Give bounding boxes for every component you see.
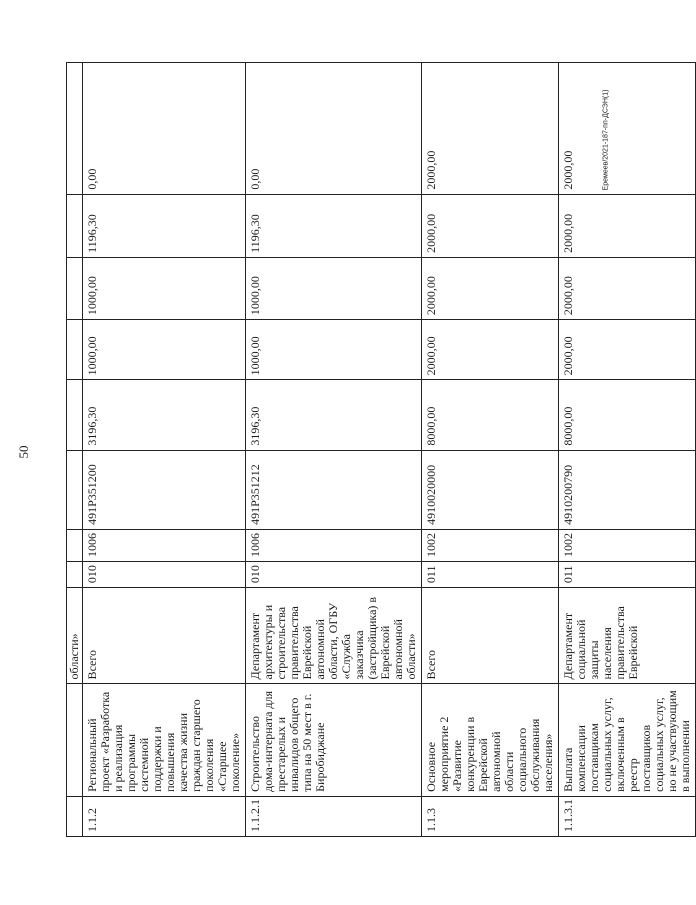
- table-row: [67, 63, 83, 837]
- amount-year-1: 1000,00: [246, 320, 422, 380]
- table-row: [83, 63, 246, 837]
- executor: Департамент архитектуры и строительства правительства Еврейской автономной области, ОГБУ «Служба заказчика (застройщика) в Еврейской автономной области»: [246, 588, 422, 684]
- table-cell: [67, 450, 83, 529]
- amount-year-2: 2000,00: [559, 257, 696, 319]
- code-grbs: 011: [559, 561, 696, 587]
- amount-year-2: 1000,00: [246, 257, 422, 319]
- amount-year-4: 0,00: [246, 63, 422, 195]
- amount-year-1: 2000,00: [559, 320, 696, 380]
- code-rzpr: 1002: [422, 529, 559, 561]
- table-cell: [67, 380, 83, 450]
- code-csr: 491P351212: [246, 450, 422, 529]
- table-cell: области»: [67, 588, 83, 684]
- amount-total: 8000,00: [559, 380, 696, 450]
- table-cell: [67, 257, 83, 319]
- amount-total: 8000,00: [422, 380, 559, 450]
- amount-year-1: 2000,00: [422, 320, 559, 380]
- amount-year-2: 2000,00: [422, 257, 559, 319]
- table-row: [559, 63, 696, 837]
- table-cell: [67, 63, 83, 195]
- table-row: [422, 63, 559, 837]
- budget-table: [66, 62, 696, 837]
- document-code: Еремеев/2021-187-пп-ДСЭН(1): [602, 89, 610, 191]
- table-cell: [67, 320, 83, 380]
- table-cell: [67, 561, 83, 587]
- executor: Всего: [422, 588, 559, 684]
- table-row: [246, 63, 422, 837]
- amount-year-3: 1196,30: [246, 194, 422, 257]
- amount-year-3: 2000,00: [559, 194, 696, 257]
- code-grbs: 010: [83, 561, 246, 587]
- event-name: Строительство дома-интерната для престарелых и инвалидов общего типа на 50 мест в г. Биробиджане: [246, 684, 422, 796]
- table-cell: [67, 194, 83, 257]
- event-name: Выплата компенсации поставщикам социальных услуг, включенным в реестр поставщиков социальных услуг, но не участвующим в выполнении: [559, 684, 696, 796]
- code-rzpr: 1002: [559, 529, 696, 561]
- row-number: 1.1.2.1: [246, 796, 422, 836]
- code-csr: 491P351200: [83, 450, 246, 529]
- amount-year-3: 2000,00: [422, 194, 559, 257]
- code-csr: 4910200790: [559, 450, 696, 529]
- amount-year-1: 1000,00: [83, 320, 246, 380]
- row-number: 1.1.2: [83, 796, 246, 836]
- code-grbs: 010: [246, 561, 422, 587]
- table-cell: [67, 684, 83, 796]
- code-csr: 4910020000: [422, 450, 559, 529]
- event-name: Основное мероприятие 2 «Развитие конкуренции в Еврейской автономной области социального обслуживания населения»: [422, 684, 559, 796]
- executor: Всего: [83, 588, 246, 684]
- amount-year-3: 1196,30: [83, 194, 246, 257]
- code-rzpr: 1006: [246, 529, 422, 561]
- amount-total: 3196,30: [83, 380, 246, 450]
- amount-year-2: 1000,00: [83, 257, 246, 319]
- executor: Департамент социальной защиты населения правительства Еврейской: [559, 588, 696, 684]
- code-grbs: 011: [422, 561, 559, 587]
- table-cell: [67, 796, 83, 836]
- row-number: 1.1.3: [422, 796, 559, 836]
- amount-total: 3196,30: [246, 380, 422, 450]
- event-name: Региональный проект «Разработка и реализация программы системной поддержки и повышения качества жизни граждан старшего поколения «Старшее поколение»: [83, 684, 246, 796]
- amount-year-4: 2000,00: [422, 63, 559, 195]
- amount-year-4: 2000,00: [559, 63, 696, 195]
- amount-year-4: 0,00: [83, 63, 246, 195]
- code-rzpr: 1006: [83, 529, 246, 561]
- page-number: 50: [16, 445, 31, 459]
- row-number: 1.1.3.1: [559, 796, 696, 836]
- table-cell: [67, 529, 83, 561]
